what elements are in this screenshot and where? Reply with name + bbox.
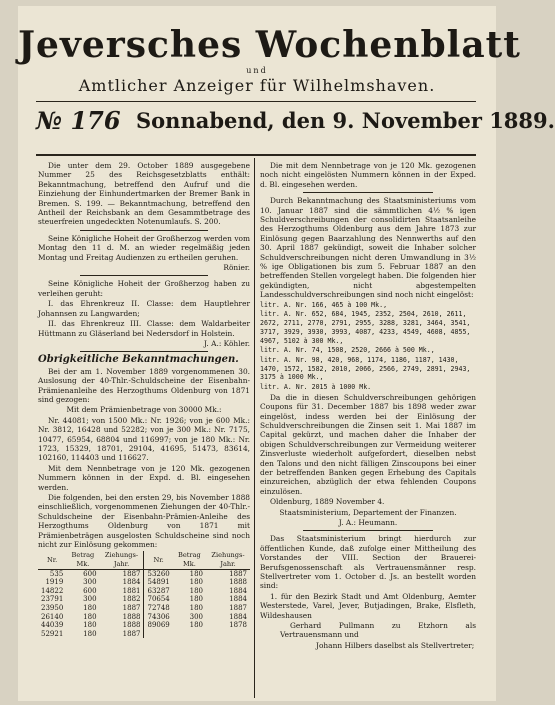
col-header-jahr: Ziehungs-Jahr. — [100, 551, 144, 569]
table-cell: 1884 — [229, 586, 247, 595]
table-cell: 1887 — [122, 604, 141, 612]
lottery-numbers: Nr. 44081; von 1500 Mk.: Nr. 1926; von je 600 Mk.: Nr. 3812, 16428 und 52282; von je 300 Mk.: Nr. 7175, 10477, 65954, 68804 und 116997; von je 180 Mk.: Nr. 1723, 15329, 18701, 29104, 41695, 51473, 83614, 102160, 114403 und 116627. — [38, 415, 250, 463]
table-cell: 180 — [189, 569, 204, 578]
litr-a-1000: litr. A. Nr. 98, 420, 968, 1174, 1186, 1187, 1430, 1470, 1572, 1582, 2010, 2066, 2566, 2749, 2891, 2943, 3175 à 1000 Mk., — [260, 355, 471, 382]
unclaimed-table — [38, 551, 250, 638]
table-cell: 180 — [189, 621, 204, 630]
table-cell: 1887 — [122, 569, 141, 578]
newspaper-page — [18, 6, 555, 701]
issue-line — [36, 106, 555, 135]
table-cell: 23791 — [41, 595, 64, 604]
table-cell: 1888 — [229, 578, 247, 587]
table-row — [38, 613, 250, 622]
table-cell: 180 — [83, 621, 97, 630]
litr-a-100: litr. A. Nr. 166, 465 à 100 Mk., — [260, 300, 388, 309]
lottery-remaining: Mit dem Nennbetrage von je 120 Mk. gezogenen Nummern können in der Expd. d. Bl. eingesehen werden. — [38, 463, 250, 492]
table-cell: 600 — [83, 569, 97, 578]
audienz-signature: Rönier. — [223, 263, 250, 273]
litr-a-300: litr. A. Nr. 652, 684, 1945, 2352, 2504, 2610, 2611, 2672, 2711, 2770, 2791, 2955, 3288, 3281, 3464, 3541, 3717, 3929, 3930, 3993, 4087, 4233, 4549, 4608, 4855, 4967, 5102 à 300 Mk., — [260, 310, 471, 345]
brewery-notice: Das Staatsministerium bringt hierdurch zur öffentlichen Kunde, daß zufolge einer Mittheilung des Vorstandes der VIII. Section der Brauerei-Berufsgenossenschaft als Vertrauensmänner resp. Stellvertreter vom 1. October d. Js. an bestellt worden sind: — [260, 534, 476, 591]
issue-date: Sonnabend, den 9. November 1889. — [136, 108, 555, 133]
table-cell: 1887 — [229, 569, 247, 578]
table-row — [38, 578, 250, 587]
table-cell: 1919 — [45, 578, 64, 587]
remaining-numbers-notice: Die mit dem Nennbetrage von je 120 Mk. gezogenen noch nicht eingelösten Nummern können in der Exped. d. Bl. eingesehen werden. — [260, 161, 476, 189]
table-cell: 180 — [83, 604, 97, 612]
table-cell: 14822 — [41, 586, 64, 595]
table-cell: 1884 — [229, 612, 247, 621]
table-cell: 53260 — [144, 569, 173, 578]
table-row — [38, 604, 250, 613]
table-cell: 63287 — [144, 587, 173, 596]
col-header-jahr: Ziehungs-Jahr. — [206, 551, 250, 569]
table-cell: 180 — [189, 586, 204, 595]
table-cell: 600 — [83, 586, 97, 595]
table-cell: 1882 — [122, 595, 141, 604]
table-cell: 1878 — [229, 621, 247, 630]
table-cell: 1887 — [229, 604, 247, 612]
table-cell: 1884 — [229, 595, 247, 604]
table-cell: 44039 — [41, 621, 64, 630]
table-row — [38, 621, 250, 630]
col-header-betrag: Betrag Mk. — [66, 551, 99, 569]
unclaimed-intro: Die folgenden, bei den ersten 29, bis November 1888 einschließlich, vorgenommenen Ziehungen der 40-Thlr.-Schuldscheine der Eisenbahn-Prämien-Anleihe des Herzogthums Oldenburg von 1871 mit Prämienbeträgen ausgelosten Schuldscheine sind noch nicht zur Einlösung gekommen: — [38, 493, 250, 550]
table-cell: 300 — [83, 595, 97, 604]
table-cell — [173, 630, 206, 639]
litr-a-1000b: litr. A. Nr. 2015 à 1000 Mk. — [260, 383, 372, 392]
table-row — [38, 630, 250, 639]
notice-date: Oldenburg, 1889 November 4. — [270, 497, 385, 507]
masthead-subtitle: Amtlicher Anzeiger für Wilhelmshaven. — [78, 76, 436, 95]
issue-number: № 176 — [36, 106, 121, 135]
table-cell: 1888 — [122, 621, 141, 630]
table-row — [38, 595, 250, 604]
honours-item-1: I. das Ehrenkreuz II. Classe: dem Hauptlehrer Johannsen zu Langwarden; — [38, 299, 250, 318]
table-cell: 70654 — [144, 595, 173, 604]
col-header-nr: Nr. — [144, 551, 173, 569]
column-divider — [254, 158, 255, 698]
masthead-und: und — [246, 66, 268, 75]
table-cell: 300 — [83, 578, 97, 587]
honours-notice: Seine Königliche Hoheit der Großherzog haben zu verleihen geruht: — [38, 279, 250, 298]
separator — [80, 275, 207, 276]
table-cell: 1888 — [122, 612, 141, 621]
col-header-nr: Nr. — [38, 551, 66, 569]
left-column — [38, 161, 250, 638]
state-loan-notice: Durch Bekanntmachung des Staatsministeriums vom 10. Januar 1887 sind die sämmtlichen 4½ % igen Schuldverschreibungen der consolidirten Staatsanleihe des Herzogthums Oldenburg aus dem Jahre 1873 zur Einlösung gegen Baarzahlung des Nennwerths auf den 30. April 1887 gekündigt, soweit die Inhaber solcher Schuldverschreibungen nicht deren Umwandlung in 3½ % ige Obligationen bis zum 5. Februar 1887 an den betreffenden Stellen vorgelegt haben. Die folgenden hier gekündigten, nicht abgestempelten Landesschuldverschreibungen sind noch nicht eingelöst: — [260, 196, 476, 300]
litr-a-500: litr. A. Nr. 74, 1508, 2520, 2666 à 500 Mk., — [260, 346, 435, 355]
honours-signature: J. A.: Köhler. — [204, 338, 250, 348]
table-cell: 180 — [189, 604, 204, 612]
table-cell: 23950 — [41, 604, 64, 612]
table-cell: 180 — [189, 578, 204, 587]
table-cell: 180 — [83, 612, 97, 621]
lottery-intro: Bei der am 1. November 1889 vorgenommenen 30. Auslosung der 40-Thlr.-Schuldscheine der Eisenbahn-Prämienanleihe des Herzogthums Oldenburg von 1871 sind gezogen: — [38, 366, 250, 404]
masthead-title: Jeversches Wochenblatt — [18, 24, 521, 66]
header-rule-top — [36, 101, 476, 102]
notice-signature: J. A.: Heumann. — [338, 518, 398, 527]
table-cell: 26140 — [41, 612, 64, 621]
right-column — [260, 161, 476, 651]
separator — [80, 351, 207, 352]
coupon-notice: Da die in diesen Schuldverschreibungen gehörigen Coupons für 31. December 1887 bis 1898 weder zwar eingelöst, indess werden bei der Einlösung der Schuldverschreibungen die Zinsen seit 1. Mai 1887 im Capital gekürzt, und machen daher die Inhaber der obigen Schuldverschreibungen zur Vermeidung weiterer Zinsverluste wiederholt aufgefordert, dieselben nebst den Talons und den nicht fälligen Zinscoupons bei einer der betreffenden Banken gegen Erhebung des Capitals einzureichen, abzüglich der etwa fehlenden Coupons einzulösen. — [260, 392, 476, 496]
table-cell: 180 — [83, 629, 97, 638]
table-cell: 1887 — [122, 629, 141, 638]
table-cell — [206, 630, 250, 639]
header-rule-bottom — [36, 154, 476, 156]
brewery-district: 1. für den Bezirk Stadt und Amt Oldenburg, Aemter Westerstede, Varel, Jever, Butjadingen, Brake, Elsfleth, Wildeshausen — [260, 591, 476, 620]
section-title: Obrigkeitliche Bekanntmachungen. — [38, 354, 239, 366]
table-cell: 72748 — [144, 604, 173, 613]
table-cell — [144, 630, 173, 639]
table-cell: 54891 — [144, 578, 173, 587]
separator — [303, 530, 433, 531]
table-cell: 300 — [189, 612, 204, 621]
lottery-main-prize: Mit dem Prämienbetrage von 30000 Mk.: — [66, 405, 222, 415]
table-row — [38, 569, 250, 578]
table-row — [38, 587, 250, 596]
brewery-trustee: Gerhard Pullmann zu Etzhorn als Vertrauensmann und — [280, 621, 476, 640]
table-cell: 1884 — [122, 578, 141, 587]
table-cell: 535 — [49, 569, 64, 578]
separator — [303, 192, 433, 193]
gesetzblatt-notice: Die unter dem 29. October 1889 ausgegebene Nummer 25 des Reichsgesetzblatts enthält: Bekanntmachung, betreffend den Aufruf und die Einziehung der Einhundertmarken der Bremer Bank in Bremen. S. 199. — Bekanntmachung, betreffend den Antheil der Reichsbank an dem Gesammtbetrage des steuerfreien ungedeckten Notenumlaufs. S. 200. — [38, 161, 250, 227]
table-cell: 180 — [189, 595, 204, 604]
honours-item-2: II. das Ehrenkreuz III. Classe: dem Waldarbeiter Hüttmann zu Gläserland bei Nedersdorf in Holstein. — [38, 319, 250, 338]
notice-authority: Staatsministerium, Departement der Finanzen. — [279, 507, 457, 517]
separator — [80, 230, 207, 231]
table-cell: 74306 — [144, 613, 173, 622]
table-cell: 89069 — [144, 621, 173, 630]
brewery-deputy: Johann Hilbers daselbst als Stellvertreter; — [316, 640, 475, 650]
table-cell: 52921 — [41, 629, 64, 638]
col-header-betrag: Betrag Mk. — [173, 551, 206, 569]
table-cell: 1881 — [122, 586, 141, 595]
audienz-notice: Seine Königliche Hoheit der Großherzog werden vom Montag den 11 d. M. an wieder regelmäßig jeden Montag und Freitag Audienzen zu ertheilen geruhen. — [38, 233, 250, 262]
